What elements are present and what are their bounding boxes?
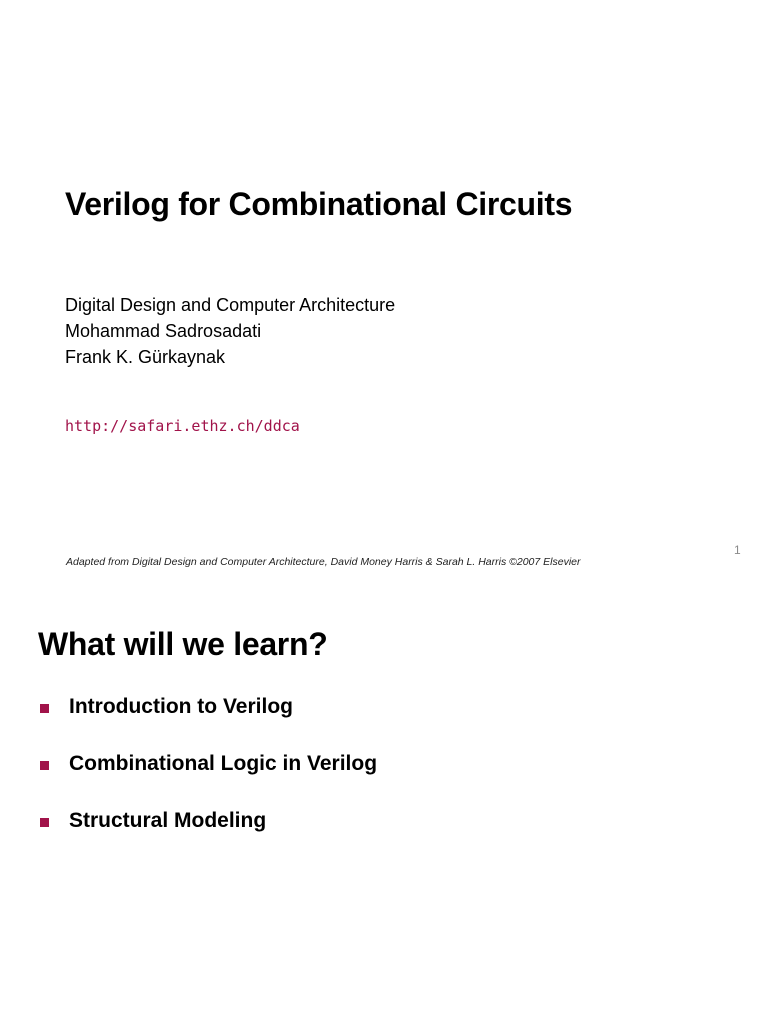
square-bullet-icon [40,818,49,827]
page-number: 1 [734,543,741,557]
slide-heading: What will we learn? [38,626,328,662]
course-url-link[interactable]: http://safari.ethz.ch/ddca [65,417,300,435]
square-bullet-icon [40,704,49,713]
list-item [40,808,377,865]
list-item [40,751,377,808]
bullet-list [40,694,377,865]
subtitle-block [65,292,395,370]
bullet-text: Combinational Logic in Verilog [69,752,378,775]
bullet-text: Structural Modeling [69,809,267,832]
list-item [40,694,377,751]
author-name: Mohammad Sadrosadati [65,321,262,341]
slide-learning-goals [0,576,768,1024]
author-name: Frank K. Gürkaynak [65,347,226,367]
bullet-text: Introduction to Verilog [69,695,293,718]
slide-title: Verilog for Combinational Circuits [65,186,573,222]
course-name: Digital Design and Computer Architecture [65,295,396,315]
square-bullet-icon [40,761,49,770]
source-credit: Adapted from Digital Design and Computer Architecture, David Money Harris & Sarah L. Harris ©2007 Elsevier [66,556,581,568]
